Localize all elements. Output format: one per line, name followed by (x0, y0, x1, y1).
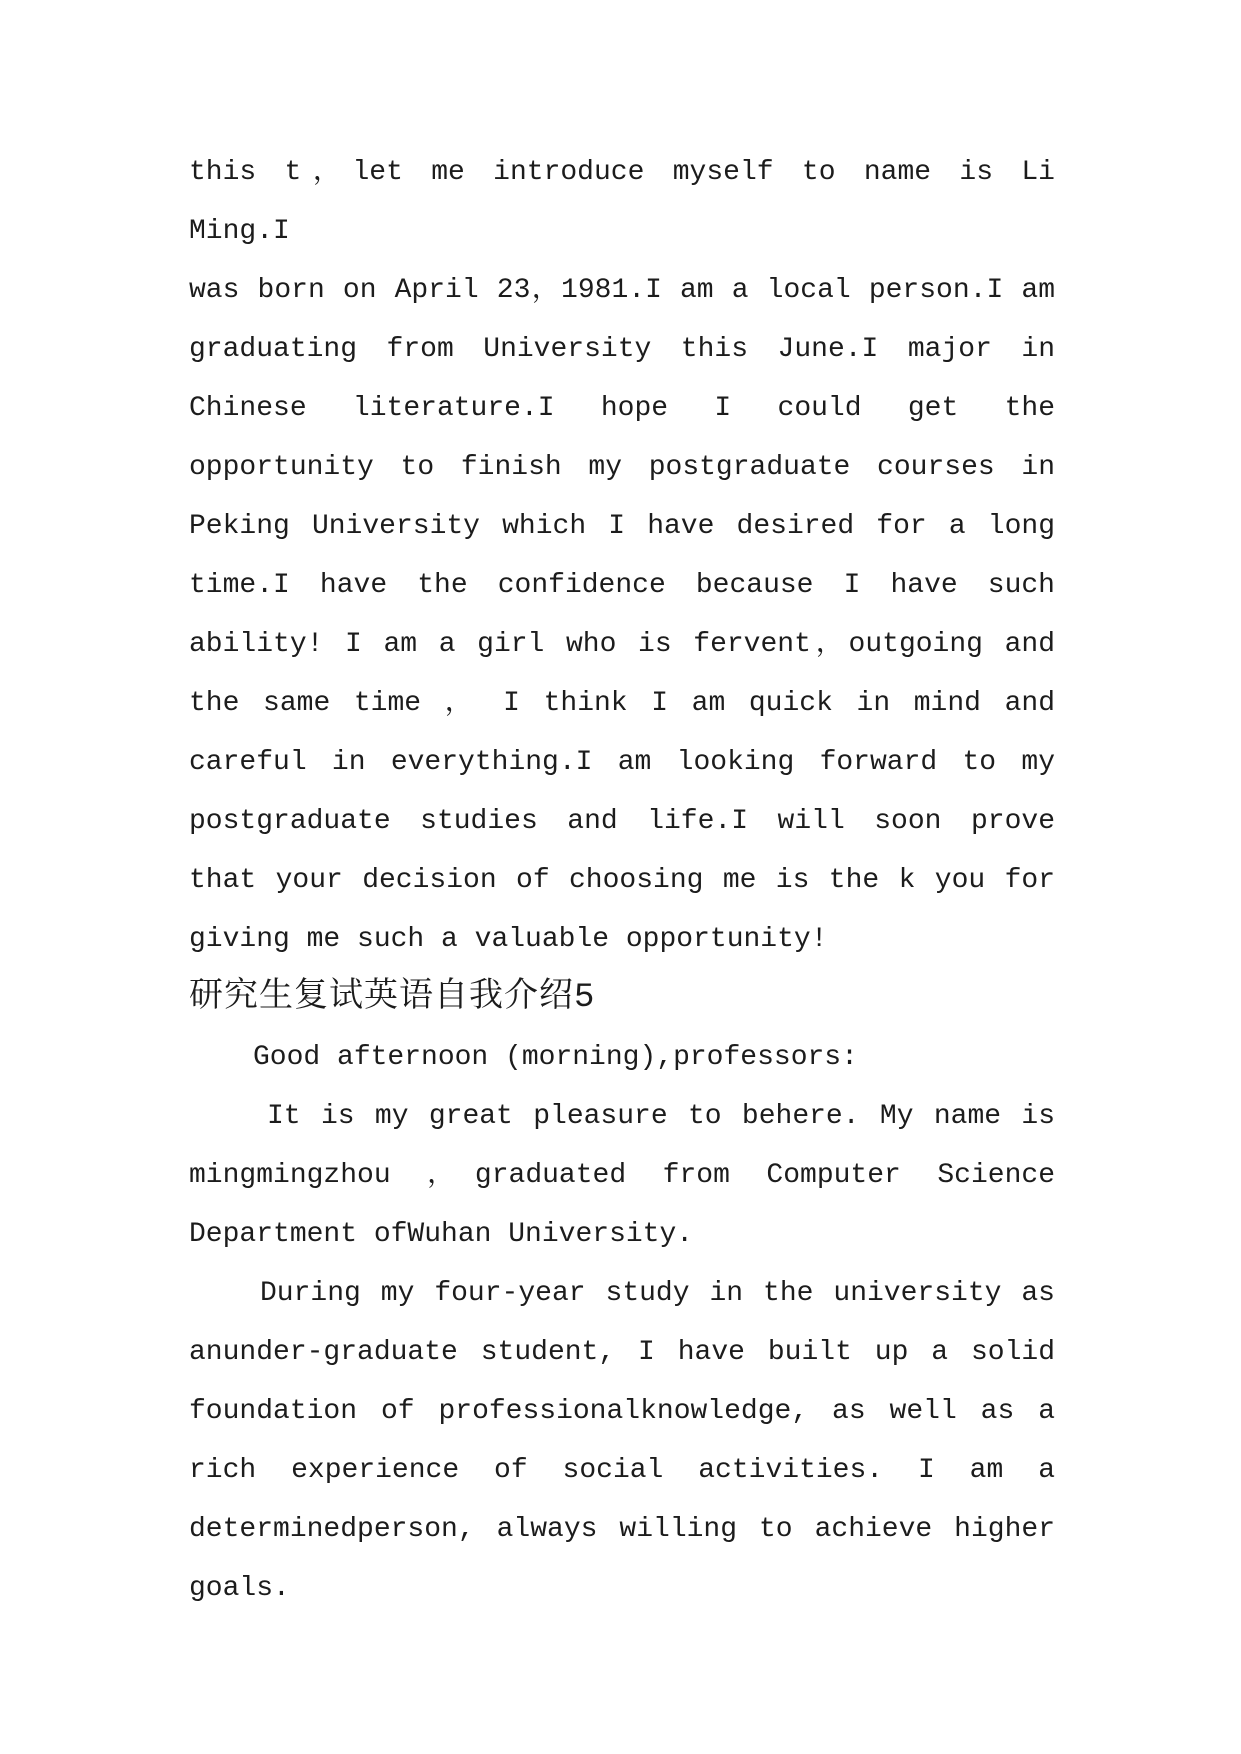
text-line: rich experience of social activities. I am a (189, 1455, 1055, 1486)
text-line: It is my great pleasure to behere. My name is (267, 1101, 1055, 1132)
paragraph-study-experience (189, 1264, 1055, 1618)
text-line: foundation of professionalknowledge, as well as a (189, 1396, 1055, 1427)
text-line: this t，let me introduce myself to name is Li Ming.I (189, 157, 1055, 247)
paragraph-section-heading (189, 969, 1055, 1028)
document-body (189, 143, 1055, 1618)
paragraph-greeting (189, 1028, 1055, 1087)
text-line: Good afternoon (morning),professors: (253, 1042, 858, 1073)
text-line: mingmingzhou ，graduated from Computer Science (189, 1160, 1055, 1191)
section-heading: 研究生复试英语自我介绍5 (189, 979, 596, 1017)
paragraph-self-introduction (189, 1087, 1055, 1264)
text-line: Peking University which I have desired for a long (189, 511, 1055, 542)
text-line: During my four-year study in the university as (260, 1278, 1055, 1309)
text-line: time.I have the confidence because I have such (189, 570, 1055, 601)
text-line: goals. (189, 1573, 290, 1604)
text-line: Department ofWuhan University. (189, 1219, 694, 1250)
text-line: careful in everything.I am looking forward to my (189, 747, 1055, 778)
text-line: opportunity to finish my postgraduate courses in (189, 452, 1055, 483)
text-line: the same time ， I think I am quick in mind and (189, 688, 1055, 719)
text-line: postgraduate studies and life.I will soon prove (189, 806, 1055, 837)
text-line: graduating from University this June.I major in (189, 334, 1055, 365)
text-line: ability! I am a girl who is fervent，outgoing and (189, 629, 1055, 660)
paragraph-intro-continuation (189, 143, 1055, 969)
text-line: giving me such a valuable opportunity! (189, 924, 828, 955)
text-line: was born on April 23，1981.I am a local person.I am (189, 275, 1055, 306)
text-line: that your decision of choosing me is the k you for (189, 865, 1055, 896)
text-line: determinedperson, always willing to achieve higher (189, 1514, 1055, 1545)
text-line: Chinese literature.I hope I could get the (189, 393, 1055, 424)
text-line: anunder-graduate student, I have built up a solid (189, 1337, 1055, 1368)
